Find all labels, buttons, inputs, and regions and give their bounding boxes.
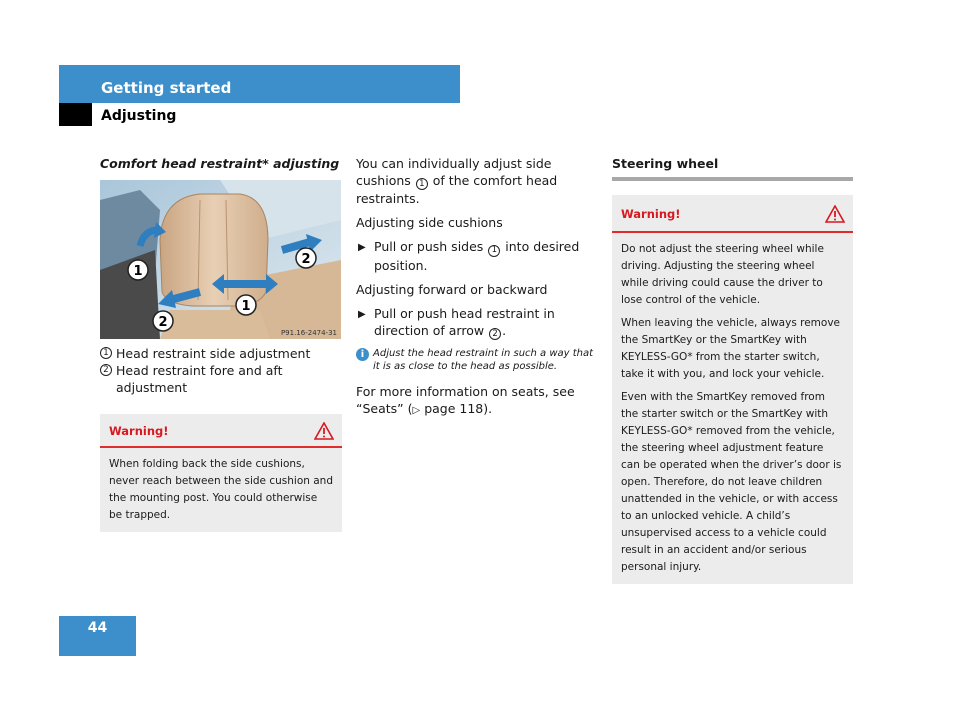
intro-paragraph: You can individually adjust side cushions 1 of the comfort head restraints. [356,156,558,207]
warning-triangle-icon [825,205,845,223]
warning-box-steering [612,195,853,584]
steering-wheel-title: Steering wheel [612,155,853,181]
caption-2 [100,362,342,396]
warning-paragraph: Even with the SmartKey removed from the starter switch or the SmartKey with KEYLESS-GO* removed from the vehicle, the steering wheel adjustment feature can be operated when the driver’s door is open. Therefore, do not leave children unattended in the vehicle, or with access to an unlocked vehicle. A child’s unsupervised access to a vehicle could result in an accident and/or serious personal injury. [621,391,842,573]
page-number: 44 [87,620,108,636]
svg-text:1: 1 [133,264,143,279]
right-column [612,155,853,584]
section-title: Getting started [101,79,232,97]
inline-marker: 1 [416,178,428,190]
subsection-title: Adjusting [101,108,177,124]
head-restraint-illustration [100,180,341,339]
more-info-paragraph: For more information on seats, see “Seats” (▷ page 118). [356,383,575,416]
bullet-arrow-icon: ▶ [358,242,366,254]
side-cushions-step: ▶ Pull or push sides 1 into desired position. [358,239,580,273]
caption-marker: 2 [100,364,112,376]
marker-2-bottom [153,311,173,331]
svg-text:2: 2 [301,252,311,267]
head-restraint-title: Comfort head restraint* adjusting [100,156,340,171]
forward-backward-heading: Adjusting forward or backward [356,281,548,297]
caption-text: Head restraint fore and aft adjustment [116,363,283,395]
side-cushions-heading: Adjusting side cushions [356,215,503,231]
inline-marker: 1 [488,245,500,257]
warning-header [100,414,342,448]
info-icon: i [356,348,369,361]
inline-marker: 2 [489,328,501,340]
header-marker [59,103,92,126]
caption-1 [100,345,342,362]
marker-1-center [236,295,256,315]
page-ref-link[interactable]: page 118). [420,400,493,416]
bullet-arrow-icon: ▶ [358,308,366,320]
warning-title: Warning! [109,423,169,438]
middle-column [356,155,600,426]
warning-title: Warning! [621,206,681,221]
warning-paragraph: Do not adjust the steering wheel while driving. Adjusting the steering wheel while driving could cause the driver to lose control of the vehicle. [621,243,824,306]
marker-1-left [128,260,148,280]
image-code: P91.16-2474-31 [280,329,337,337]
warning-body: When folding back the side cushions, never reach between the side cushion and the mounting post. You could otherwise be trapped. [109,458,333,521]
caption-marker: 1 [100,347,112,359]
info-note: i Adjust the head restraint in such a way that it is as close to the head as possible. [356,347,600,373]
svg-text:2: 2 [158,315,168,330]
svg-text:1: 1 [241,299,251,314]
warning-paragraph: When leaving the vehicle, always remove the SmartKey or the SmartKey with KEYLESS-GO* from the starter switch, take it with you, and lock your vehicle. [621,317,840,380]
warning-box-cushions [100,414,342,532]
left-column [100,155,342,532]
forward-backward-step: ▶ Pull or push head restraint in direction of arrow 2 . [358,305,555,339]
warning-body [612,233,853,584]
marker-2-right [296,248,316,268]
warning-header [612,195,853,233]
caption-text: Head restraint side adjustment [116,346,311,361]
warning-triangle-icon [314,422,334,440]
page-ref-arrow-icon: ▷ [412,404,421,416]
